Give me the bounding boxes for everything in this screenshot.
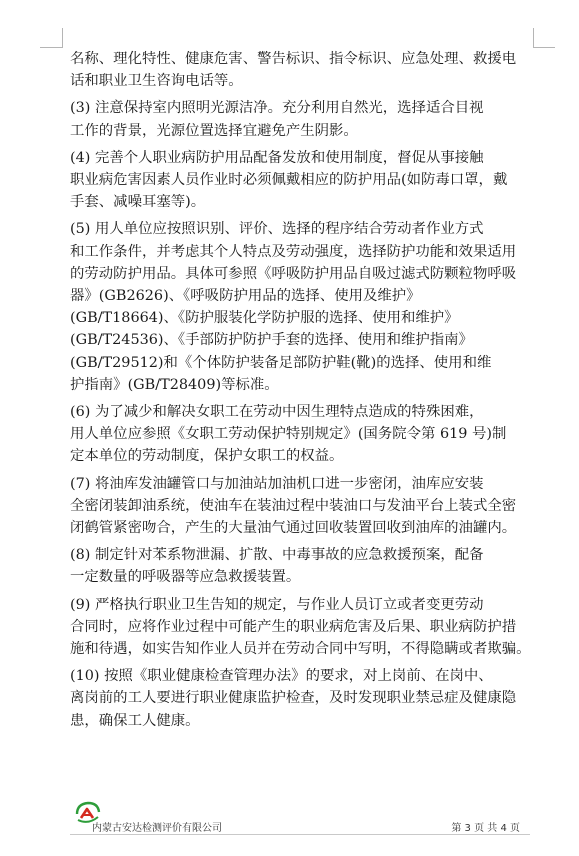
crop-mark-top-right-v [533,28,534,48]
page-footer [70,800,530,840]
text-line: 用人单位应参照《女职工劳动保护特别规定》(国务院令第 619 号)制 [70,426,507,443]
text-line: 工作的背景，光源位置选择宜避免产生阴影。 [70,122,358,139]
paragraph [70,544,548,588]
paragraph [70,401,548,468]
text-line: (6) 为了减少和解决女职工在劳动中因生理特点造成的特殊困难， [70,404,484,421]
text-line: 患，确保工人健康。 [70,712,200,729]
text-line: (9) 严格执行职业卫生告知的规定，与作业人员订立或者变更劳动 [70,596,484,613]
paragraph [70,473,548,540]
text-line: (4) 完善个人职业病防护用品配备发放和使用制度，督促从事接触 [70,149,484,166]
paragraph [70,48,548,92]
paragraph [70,97,548,141]
text-line: 合同时，应将作业过程中可能产生的职业病危害及后果、职业病防护措 [70,618,517,635]
company-name: 内蒙古安达检测评价有限公司 [92,823,222,834]
text-line: 器》(GB2626)、《呼吸防护用品的选择、使用及维护》 [70,288,421,305]
text-line: (5) 用人单位应按照识别、评价、选择的程序结合劳动者作业方式 [70,221,484,238]
document-body [70,48,548,737]
text-line: 和工作条件，并考虑其个人特点及劳动强度，选择防护功能和效果适用 [70,243,517,260]
text-line: 的劳动防护用品。具体可参照《呼吸防护用品自吸过滤式防颗粒物呼吸 [70,265,517,282]
page-number: 第 3 页 共 4 页 [451,823,520,834]
text-line: (GB/T29512)和《个体防护装备足部防护鞋(靴)的选择、使用和维 [70,354,492,371]
paragraph [70,147,548,214]
text-line: (7) 将油库发油罐管口与加油站加油机口进一步密闭，油库应安装 [70,475,484,492]
text-line: (3) 注意保持室内照明光源洁净。充分利用自然光，选择适合目视 [70,100,484,117]
text-line: 名称、理化特性、健康危害、警告标识、指令标识、应急处理、救援电 [70,51,517,67]
text-line: 闭鹤管紧密吻合，产生的大量油气通过回收装置回收到油库的油罐内。 [70,520,517,537]
text-line: 护指南》(GB/T28409)等标准。 [70,376,279,393]
paragraph [70,218,548,396]
text-line: 话和职业卫生咨询电话等。 [70,73,243,90]
text-line: 手套、减噪耳塞等)。 [70,194,206,211]
text-line: 全密闭装卸油系统，使油车在装油过程中装油口与发油平台上装式全密 [70,497,517,514]
paragraph [70,594,548,661]
text-line: 定本单位的劳动制度，保护女职工的权益。 [70,448,344,465]
footer-divider [70,834,530,835]
crop-mark-top-left-v [62,28,63,48]
paragraph [70,665,548,732]
text-line: (GB/T18664)、《防护服装化学防护服的选择、使用和维护》 [70,310,459,327]
text-line: (GB/T24536)、《手部防护防护手套的选择、使用和维护指南》 [70,332,473,349]
text-line: 离岗前的工人要进行职业健康监护检查，及时发现职业禁忌症及健康隐 [70,690,517,707]
crop-mark-top-left-h [40,47,62,48]
text-line: (10) 按照《职业健康检查管理办法》的要求，对上岗前、在岗中、 [70,668,493,685]
text-line: 一定数量的呼吸器等应急救援装置。 [70,569,301,586]
text-line: (8) 制定针对苯系物泄漏、扩散、中毒事故的应急救援预案，配备 [70,547,484,564]
text-line: 施和待遇，如实告知作业人员并在劳动合同中写明，不得隐瞒或者欺骗。 [70,641,531,658]
text-line: 职业病危害因素人员作业时必须佩戴相应的防护用品(如防毒口罩，戴 [70,172,508,189]
